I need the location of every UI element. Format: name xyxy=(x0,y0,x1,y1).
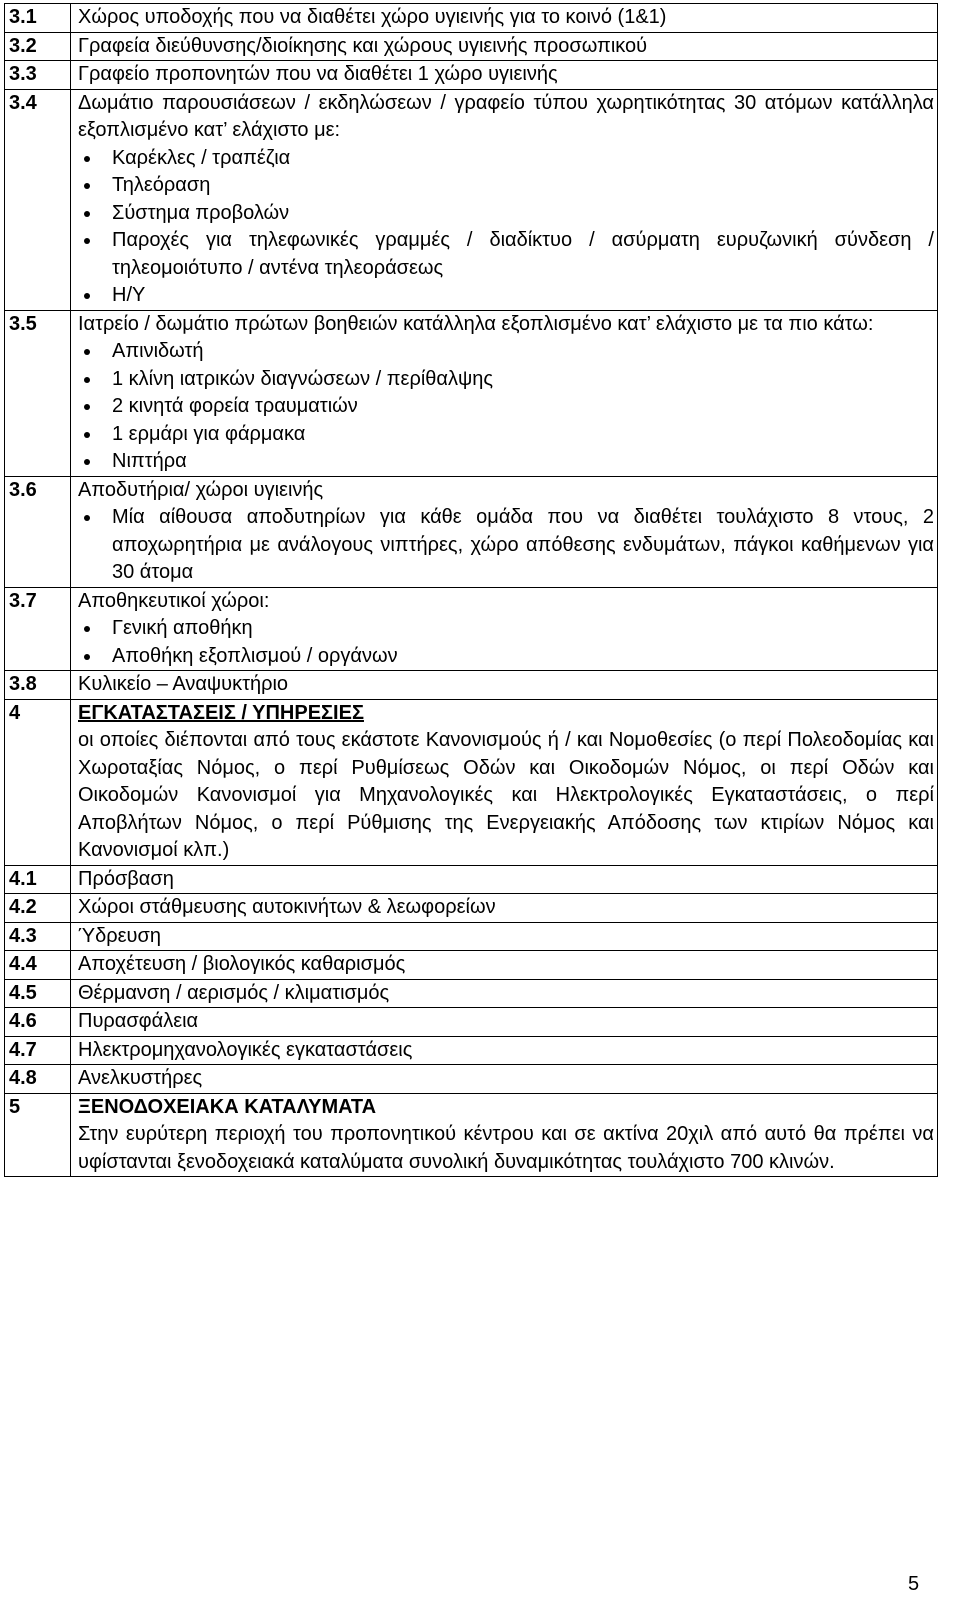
list-item: Μία αίθουσα αποδυτηρίων για κάθε ομάδα που να διαθέτει τουλάχιστο 8 ντους, 2 αποχωρητήρια με ανάλογους νιπτήρες, χώρο απόθεσης ενδυμάτων, πάγκοι καθήμενων για 30 άτομα xyxy=(112,504,934,587)
list-item: 1 κλίνη ιατρικών διαγνώσεων / περίθαλψης xyxy=(112,366,934,394)
table-row xyxy=(5,310,938,476)
list-item: Αποθήκη εξοπλισμού / οργάνων xyxy=(112,643,934,671)
list-item: Τηλεόραση xyxy=(112,172,934,200)
list-item: Η/Υ xyxy=(112,282,934,310)
item-cell xyxy=(71,89,938,310)
bullet-list xyxy=(78,615,934,670)
list-item: Νιπτήρα xyxy=(112,448,934,476)
list-item: Παροχές για τηλεφωνικές γραμμές / διαδίκτυο / ασύρματη ευρυζωνική σύνδεση / τηλεομοιότυπο / αντένα τηλεοράσεως xyxy=(112,227,934,282)
item-text: Ηλεκτρομηχανολογικές εγκαταστάσεις xyxy=(71,1036,938,1065)
item-cell xyxy=(71,1093,938,1177)
item-number: 3.4 xyxy=(5,89,71,310)
item-text: Ανελκυστήρες xyxy=(71,1065,938,1094)
section-number: 5 xyxy=(5,1093,71,1177)
list-item: 2 κινητά φορεία τραυματιών xyxy=(112,393,934,421)
table-row xyxy=(5,89,938,310)
item-number: 3.2 xyxy=(5,32,71,61)
item-cell xyxy=(71,587,938,671)
table-row xyxy=(5,476,938,587)
table-row xyxy=(5,671,938,700)
item-text: Αποθηκευτικοί χώροι: xyxy=(78,589,270,612)
item-number: 3.6 xyxy=(5,476,71,587)
table-row xyxy=(5,1093,938,1177)
item-text: Πρόσβαση xyxy=(71,865,938,894)
table-row xyxy=(5,865,938,894)
item-number: 4.5 xyxy=(5,979,71,1008)
item-number: 3.7 xyxy=(5,587,71,671)
item-number: 4.2 xyxy=(5,894,71,923)
page-number: 5 xyxy=(908,1573,920,1595)
item-text: Γραφεία διεύθυνσης/διοίκησης και χώρους υγιεινής προσωπικού xyxy=(71,32,938,61)
list-item: Σύστημα προβολών xyxy=(112,200,934,228)
list-item: Γενική αποθήκη xyxy=(112,615,934,643)
item-number: 3.5 xyxy=(5,310,71,476)
item-text: Ιατρείο / δωμάτιο πρώτων βοηθειών κατάλληλα εξοπλισμένο κατ’ ελάχιστο με τα πιο κάτω: xyxy=(78,312,874,335)
item-text: Ύδρευση xyxy=(71,922,938,951)
item-text: Χώρος υποδοχής που να διαθέτει χώρο υγιεινής για το κοινό (1&1) xyxy=(71,4,938,33)
requirements-table xyxy=(4,3,938,1177)
bullet-list xyxy=(78,145,934,310)
table-row xyxy=(5,699,938,865)
item-cell xyxy=(71,476,938,587)
list-item: Απινιδωτή xyxy=(112,338,934,366)
item-text: Αποδυτήρια/ χώροι υγιεινής xyxy=(78,478,324,501)
item-number: 3.8 xyxy=(5,671,71,700)
table-row xyxy=(5,32,938,61)
section-heading: ΞΕΝΟΔΟΧΕΙΑΚΑ ΚΑΤΑΛΥΜΑΤΑ xyxy=(78,1095,377,1118)
item-number: 4.7 xyxy=(5,1036,71,1065)
table-row xyxy=(5,951,938,980)
table-row xyxy=(5,1008,938,1037)
item-text: Κυλικείο – Αναψυκτήριο xyxy=(71,671,938,700)
table-row xyxy=(5,4,938,33)
item-number: 4.6 xyxy=(5,1008,71,1037)
item-number: 4.4 xyxy=(5,951,71,980)
table-row xyxy=(5,1065,938,1094)
item-text: Χώροι στάθμευσης αυτοκινήτων & λεωφορείων xyxy=(71,894,938,923)
section-heading: ΕΓΚΑΤΑΣΤΑΣΕΙΣ / ΥΠΗΡΕΣΙΕΣ xyxy=(78,701,364,724)
section-number: 4 xyxy=(5,699,71,865)
item-cell xyxy=(71,699,938,865)
item-text: Πυρασφάλεια xyxy=(71,1008,938,1037)
item-number: 4.3 xyxy=(5,922,71,951)
item-number: 3.1 xyxy=(5,4,71,33)
item-cell xyxy=(71,310,938,476)
table-row xyxy=(5,894,938,923)
item-text: Θέρμανση / αερισμός / κλιματισμός xyxy=(71,979,938,1008)
bullet-list xyxy=(78,504,934,587)
section-text: Στην ευρύτερη περιοχή του προπονητικού κέντρου και σε ακτίνα 20χιλ από αυτό θα πρέπει να υφίστανται ξενοδοχειακά καταλύματα συνολική δυναμικότητας τουλάχιστο 700 κλινών. xyxy=(78,1123,934,1173)
item-number: 4.1 xyxy=(5,865,71,894)
list-item: Καρέκλες / τραπέζια xyxy=(112,145,934,173)
item-text: Αποχέτευση / βιολογικός καθαρισμός xyxy=(71,951,938,980)
section-text: οι οποίες διέπονται από τους εκάστοτε Κανονισμούς ή / και Νομοθεσίες (ο περί Πολεοδομίας και Χωροταξίας Νόμος, ο περί Ρυθμίσεως Οδών και Οικοδομών Νόμος, οι περί Οδών και Οικοδομών Κανονισμοί για Μηχανολογικές και Ηλεκτρολογικές Εγκαταστάσεις, ο περί Αποβλήτων Νόμος, ο περί Ρύθμισης της Ενεργειακής Απόδοσης των κτιρίων Νόμος και Κανονισμοί κλπ.) xyxy=(78,729,934,861)
table-row xyxy=(5,1036,938,1065)
table-row xyxy=(5,61,938,90)
item-number: 4.8 xyxy=(5,1065,71,1094)
list-item: 1 ερμάρι για φάρμακα xyxy=(112,421,934,449)
item-number: 3.3 xyxy=(5,61,71,90)
table-row xyxy=(5,587,938,671)
item-text: Δωμάτιο παρουσιάσεων / εκδηλώσεων / γραφείο τύπου χωρητικότητας 30 ατόμων κατάλληλα εξοπλισμένο κατ’ ελάχιστο με: xyxy=(78,91,934,141)
bullet-list xyxy=(78,338,934,476)
table-row xyxy=(5,922,938,951)
item-text: Γραφείο προπονητών που να διαθέτει 1 χώρο υγιεινής xyxy=(71,61,938,90)
table-row xyxy=(5,979,938,1008)
